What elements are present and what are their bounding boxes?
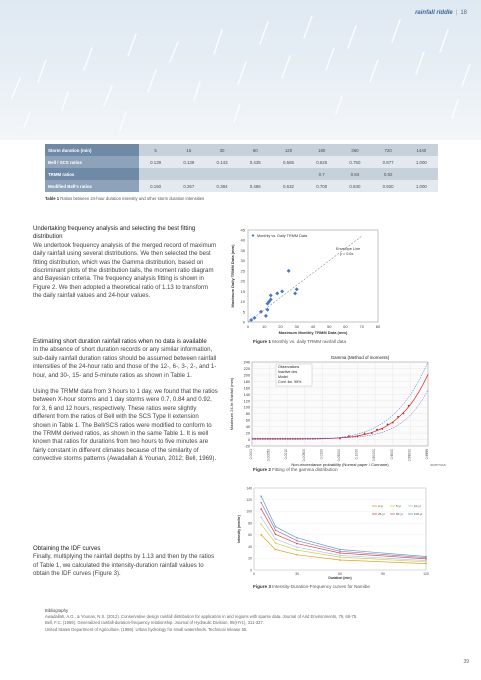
y-tick-label: 40 [248,544,252,549]
x-tick-label: 30 [294,324,299,329]
x-tick-label: 80 [375,324,381,329]
table-caption-label: Table 1 [45,196,60,201]
x-tick-label: 0.9000 [389,449,394,460]
data-point [293,291,297,295]
figure3-caption-text: Intensity-Duration-Frequency curves for Namibe [272,584,370,589]
table-cell [139,168,172,180]
x-tick-label: 0.05000 [337,449,341,462]
data-point [269,293,273,297]
y-tick-label: 40 [245,425,250,430]
idf-data-point [425,560,427,562]
table-cell [172,168,205,180]
table-cell: 0.920 [372,180,405,192]
x-tick-label: 0.0001 [249,449,253,460]
bibliography-title: Bibliography [45,608,69,613]
x-tick-label: 70 [359,324,364,329]
idf-data-point [275,538,277,540]
y-tick-label: 60 [245,418,250,423]
y-tick-label: 0 [247,438,250,443]
table-cell: 15 [172,144,205,156]
y-tick-label: 100 [246,509,252,514]
table-cell: 0.435 [239,156,272,168]
idf-data-point [260,508,262,510]
table-row [45,168,438,180]
data-point [253,316,257,320]
table-cell [205,168,238,180]
section-heading: Obtaining the IDF curves [33,545,101,552]
legend-label: 5-yr [396,504,402,509]
envelope-annotation: y = 0.6x [340,252,354,256]
section-body: We undertook frequency analysis of the merged record of maximum daily rainfall using several distributions. We then selected the best fitting distribution, which was the Gamma distribution, based on discriminant plots of the distribution tails, the moment ratio diagram and Bayesian criteria. The frequency analysis fitting is shown in Figure 2. We then adopted a theoretical ratio of 1.13 to transform the daily rainfall values and 24-hour values. [33,241,217,300]
section-heading: Undertaking frequency analysis and selecting the best fitting distribution [33,225,196,241]
idf-data-point [339,552,341,554]
observation-point [392,422,394,424]
observation-point [381,428,383,430]
x-axis-label: Maximum Monthly TRMM Data (mm) [278,330,348,335]
legend-label: 100-yr [414,512,423,517]
x-tick-label: 0.1000 [354,449,359,460]
legend-label: Conf. lim. 95% [278,380,302,384]
x-tick-label: 0.99000 [407,449,412,462]
table-row [45,180,438,192]
legend-label: Observations [278,365,300,369]
observation-point [408,405,410,407]
table-cell: 0.150 [139,180,172,192]
idf-data-point [296,543,298,545]
y-tick-label: 0 [250,568,252,573]
table-cell: 60 [239,144,272,156]
legend-label: 10-yr [414,504,421,509]
x-tick-label: 40 [310,324,316,329]
table-cell: 0.139 [172,156,205,168]
figure3-caption [253,584,370,589]
table-cell: 0.384 [205,180,238,192]
figure2-caption-label: Figure 2 [253,467,271,472]
table-row [45,144,438,156]
y-axis-label: Maximum Daily TRMM Data (mm) [230,244,235,308]
bibliography-entry: Bell, F.C. (1969). Generalized rainfall-duration-frequency relationship. Journal of Hydraulic Division, 95(HY1), 311-327. [45,620,264,626]
figure1-caption-label: Figure 1 [253,339,271,344]
table-row [45,156,438,168]
observation-point [364,433,366,435]
table-cell: 720 [372,144,405,156]
observation-point [371,432,373,434]
table-cell: 0.700 [305,180,338,192]
table-cell: 0.840 [338,180,371,192]
idf-series-line [261,496,426,556]
x-tick-label: 120 [423,572,429,576]
idf-data-point [296,546,298,548]
section-short-duration [33,338,218,464]
x-tick-label: 0.00500 [301,449,306,462]
table-cell: 0.139 [139,156,172,168]
data-point [275,291,279,295]
idf-data-point [275,533,277,535]
running-header [415,10,467,16]
bibliography-entry: United States Department of Agriculture. (1986). Urban hydrology for small watersheds. Technical release 55. [45,626,248,632]
idf-series-line [261,503,426,558]
x-tick-label: 90 [381,572,385,576]
x-tick-label: 0.9999 [425,449,429,460]
idf-data-point [275,526,277,528]
legend-marker [252,234,255,237]
table-caption-text: Ratios between 24-hour duration intensity and other storm duration intensities [60,196,205,201]
table-caption [45,196,204,201]
chart-title: Gamma (Method of moments) [330,355,390,360]
page-number: 39 [463,659,469,665]
idf-data-point [260,524,262,526]
section-frequency-analysis [33,225,218,301]
idf-data-point [339,559,341,561]
x-tick-label: 30 [295,572,299,576]
idf-data-point [339,550,341,552]
y-axis-label: Maximum 24-hr Rainfall (mm) [229,377,234,431]
table-cell: 180 [305,144,338,156]
x-tick-label: 60 [343,324,348,329]
x-tick-label: 0 [246,324,250,329]
idf-data-point [275,549,277,551]
table-cell: 360 [338,144,371,156]
y-tick-label: 100 [243,405,250,410]
row-label: TRMM ratios [45,168,139,180]
legend-label: Inactive obs [278,370,298,374]
y-tick-label: 160 [243,386,250,391]
section-body: Finally, multiplying the rainfall depths by 1.13 and then by the ratios of Table 1, we calculated the intensity-duration rainfall values to obtain the IDF curves (Figure 3). [33,553,215,578]
x-tick-label: 0.0010 [284,449,289,460]
table-cell: 0.877 [372,156,405,168]
table-cell: 30 [205,144,238,156]
figure2-caption [253,467,338,472]
header-separator: | [455,10,458,16]
table-cell: 0.565 [272,156,305,168]
table-cell: 0.92 [372,168,405,180]
row-label: Storm duration (min) [45,144,139,156]
y-tick-label: 10 [240,299,245,305]
section-idf-curves [33,545,218,579]
y-tick-label: 45 [240,227,245,233]
ratios-table [45,144,438,192]
section-heading: Estimating short duration rainfall ratios when no data is available [33,338,207,345]
x-tick-label: 60 [338,572,342,576]
table-cell [272,168,305,180]
figure3-idf-chart [232,482,438,582]
bibliography-entry: Awadallah, A.G., & Younan, N.S. (2012). Conservative design rainfall distribution for application in arid regions with sparse data. Journal of Arid Environments, 79, 66-75. [45,614,358,620]
legend-label: Model [278,375,288,379]
table-cell [405,168,438,180]
idf-data-point [260,502,262,504]
corner-label: SMIT/TVAS [430,463,446,467]
y-tick-label: 0 [242,319,245,325]
figure2-gamma-chart [226,352,446,468]
y-axis-label: Intensity (mm/hr) [237,515,241,543]
y-tick-label: 80 [245,412,250,417]
idf-data-point [275,542,277,544]
observation-point [348,435,350,437]
y-tick-label: 60 [248,533,252,538]
x-tick-label: 0.00050 [266,449,271,462]
observation-point [357,436,359,438]
legend-label: Monthly vs. Daily TRMM Data [257,234,308,238]
idf-data-point [296,554,298,556]
y-tick-label: 30 [240,258,245,264]
y-tick-label: 5 [242,309,245,315]
section-body: Using the TRMM data from 3 hours to 1 day, we found that the ratios between X-hour storms and 1 day storms were 0.7, 0.84 and 0.92, for 3, 6 and 12 hours, respectively. These ratios were slightly different from the ratios of Bell with the SCS Type II extension shown in Table 1. The Bell/SCS ratios were modified to conform to the TRMM derived ratios, as shown in the same Table 1. It is well known that ratios for durations from two hours to five minutes are fairly constant in different climates because of the similarity of convective storms patterns (Awadallah & Younan, 2012; Bell, 1969). [33,388,218,463]
y-tick-label: 240 [243,360,250,365]
row-label: Modified Bell's ratios [45,180,139,192]
figure1-caption [253,339,346,344]
table-cell: 0.750 [338,156,371,168]
envelope-annotation: Envelope Line [336,247,361,251]
y-tick-label: 20 [248,556,252,561]
idf-data-point [339,549,341,551]
table-cell: 0.7 [305,168,338,180]
table-cell: 1.000 [405,156,438,168]
idf-data-point [275,529,277,531]
x-tick-label: 50 [327,324,332,329]
x-tick-label: 10 [262,324,267,329]
series-title: rainfall riddle [415,10,453,16]
x-tick-label: 0 [253,572,255,576]
x-axis-label: Duration (min) [328,576,352,580]
observation-point [339,438,341,440]
idf-data-point [296,540,298,542]
legend-label: 50-yr [396,512,403,517]
y-tick-label: 20 [245,431,250,436]
idf-data-point [296,549,298,551]
table-cell: 0.626 [305,156,338,168]
data-point [295,287,299,291]
table-cell: 0.143 [205,156,238,168]
y-tick-label: -20 [244,444,250,449]
y-tick-label: 140 [243,392,250,397]
y-tick-label: 35 [240,247,245,253]
y-tick-label: 120 [246,498,252,503]
observation-point [402,412,404,414]
idf-data-point [425,563,427,565]
figure1-scatter-chart [226,222,396,340]
y-tick-label: 180 [243,379,250,384]
header-page-label: 18 [460,10,467,16]
table-cell: 5 [139,144,172,156]
y-tick-label: 140 [246,486,252,491]
bibliography [45,608,440,633]
table-cell [239,168,272,180]
idf-data-point [425,556,427,558]
legend-label: 2-yr [378,504,384,509]
y-tick-label: 220 [243,366,250,371]
row-label: Bell / SCS ratios [45,156,139,168]
legend-label: 25-yr [378,512,385,517]
y-tick-label: 80 [248,521,252,526]
x-tick-label: 0.50000 [372,449,377,462]
observation-point [376,429,378,431]
y-tick-label: 25 [240,268,245,274]
idf-data-point [339,555,341,557]
data-point [287,269,291,273]
x-axis-label: Non-exceedance probability (Normal paper / Cunnane) [291,462,389,467]
y-tick-label: 120 [243,399,250,404]
idf-data-point [260,516,262,518]
table-cell: 1440 [405,144,438,156]
figure1-caption-text: Monthly vs. daily TRMM rainfall data [272,339,347,344]
figure2-caption-text: Fitting of the gamma distribution [272,467,338,472]
table-cell: 0.486 [239,180,272,192]
y-tick-label: 200 [243,373,250,378]
x-tick-label: 0.0100 [319,449,324,460]
data-point [264,314,268,318]
table-cell: 0.267 [172,180,205,192]
table-cell: 0.84 [338,168,371,180]
section-body: In the absence of short duration records or any similar information, sub-daily rainfall duration ratios should be assumed between rainfall intensities of the 24-hour ratio and those of the 12-, 6-, 3-, 2-, and 1-hour, and 30-, 15- and 5-minute ratios as shown in Table 1. [33,346,217,379]
table-cell: 0.632 [272,180,305,192]
y-tick-label: 20 [240,278,245,284]
idf-data-point [260,495,262,497]
table-cell: 120 [272,144,305,156]
idf-data-point [296,537,298,539]
y-tick-label: 15 [240,288,245,294]
rain-streaks-illustration [0,0,481,140]
data-point [280,289,284,293]
idf-data-point [260,534,262,536]
observation-point [397,416,399,418]
y-tick-label: 40 [240,237,245,243]
figure3-caption-label: Figure 3 [253,584,271,589]
observation-point [387,424,389,426]
idf-data-point [339,556,341,558]
x-tick-label: 20 [278,324,283,329]
data-point [249,318,253,322]
table-cell: 1.000 [405,180,438,192]
